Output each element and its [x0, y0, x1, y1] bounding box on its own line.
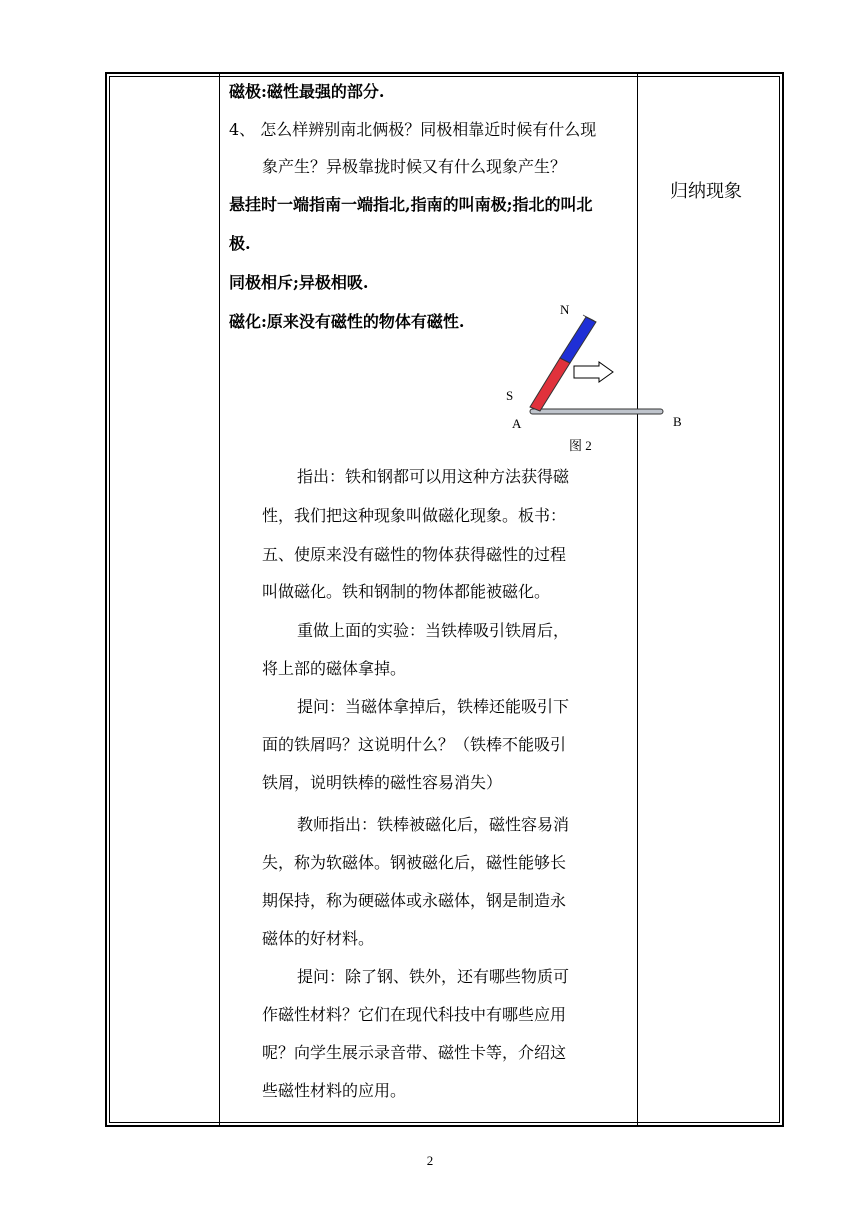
body-line: 些磁性材料的应用。: [262, 1081, 407, 1100]
body-line: 教师指出：铁棒被磁化后，磁性容易消: [297, 815, 570, 834]
body-line: 性，我们把这种现象叫做磁化现象。板书：: [262, 506, 567, 525]
label-s: S: [506, 388, 514, 403]
column-divider-1: [219, 74, 220, 1125]
page-number: 2: [426, 1153, 434, 1168]
body-line: 期保持，称为硬磁体或永磁体，钢是制造永: [262, 891, 567, 910]
body-line: 磁体的好材料。: [262, 929, 375, 948]
figure-magnet-diagram: [500, 295, 700, 455]
body-line: 重做上面的实验：当铁棒吸引铁屑后，: [297, 621, 570, 640]
magnet-north-half: [560, 317, 596, 363]
body-line: 呢？向学生展示录音带、磁性卡等，介绍这: [262, 1043, 567, 1062]
answer-line2: 极.: [229, 234, 251, 253]
column-divider-2: [637, 74, 638, 1125]
label-a: A: [512, 416, 522, 431]
answer-line3: 同极相斥;异极相吸.: [229, 273, 369, 292]
definition-magnetic-pole: 磁极:磁性最强的部分.: [229, 82, 385, 101]
body-line: 指出：铁和钢都可以用这种方法获得磁: [297, 467, 570, 486]
label-b: B: [673, 414, 682, 429]
motion-arrow: [574, 362, 613, 382]
body-line: 提问：除了钢、铁外，还有哪些物质可: [297, 967, 570, 986]
definition-magnetization: 磁化:原来没有磁性的物体有磁性.: [229, 312, 465, 331]
body-line: 失，称为软磁体。钢被磁化后，磁性能够长: [262, 853, 567, 872]
question-4-line1: 4、 怎么样辨别南北俩极？同极相靠近时候有什么现: [229, 120, 597, 139]
question-4-line2: 象产生？异极靠拢时候又有什么现象产生？: [262, 157, 567, 176]
body-line: 将上部的磁体拿掉。: [262, 659, 407, 678]
side-note: 归纳现象: [670, 181, 742, 202]
body-line: 作磁性材料？它们在现代科技中有哪些应用: [262, 1005, 567, 1024]
body-line: 叫做磁化。铁和钢制的物体都能被磁化。: [262, 582, 551, 601]
body-line: 提问：当磁体拿掉后，铁棒还能吸引下: [297, 697, 570, 716]
iron-rod: [530, 409, 663, 414]
label-n: N: [560, 302, 570, 317]
figure-caption: 图 2: [569, 438, 592, 453]
body-line: 铁屑，说明铁棒的磁性容易消失）: [262, 773, 503, 792]
body-line: 五、使原来没有磁性的物体获得磁性的过程: [262, 545, 567, 564]
magnet-south-half: [530, 358, 570, 411]
answer-line1: 悬挂时一端指南一端指北,指南的叫南极;指北的叫北: [229, 195, 593, 214]
body-line: 面的铁屑吗？这说明什么？（铁棒不能吸引: [262, 735, 567, 754]
